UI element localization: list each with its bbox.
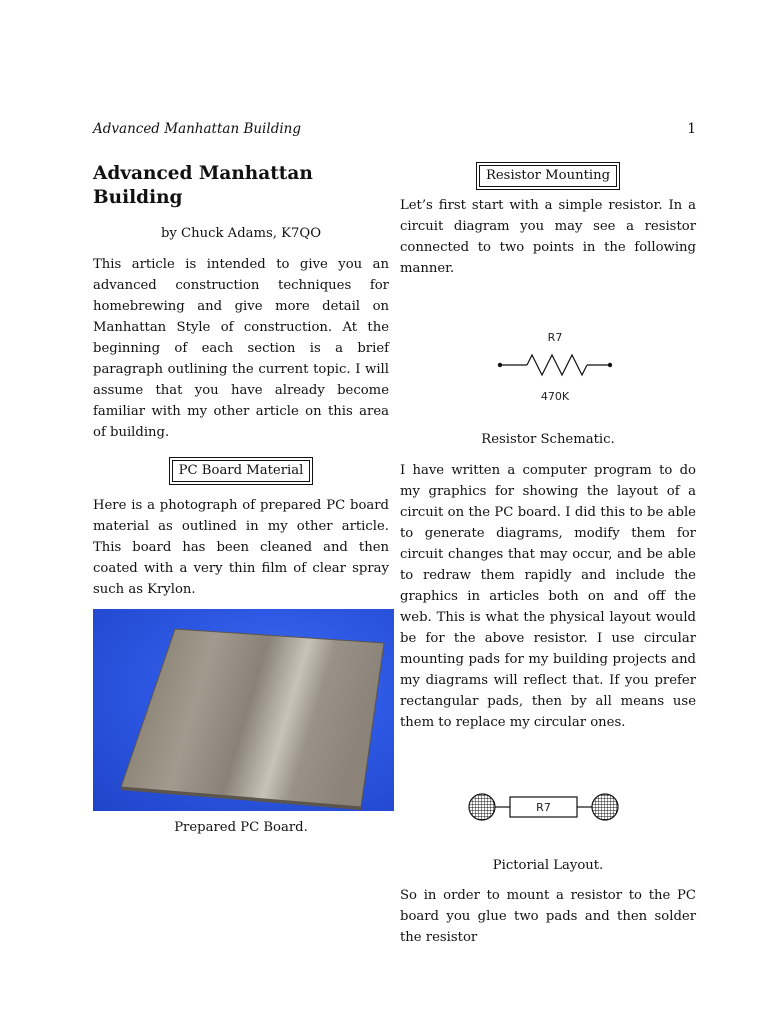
section-heading-pc-board <box>169 457 314 485</box>
pictorial-layout-drawing <box>400 777 696 837</box>
pc-board-image <box>93 609 394 811</box>
terminal-dot <box>498 363 502 367</box>
resistor-intro-paragraph: Let’s first start with a simple resistor. In a circuit diagram you may see a resistor connected to two points in the following manner. <box>400 198 696 276</box>
mounting-pad-left <box>469 794 495 820</box>
layout-caption: Pictorial Layout. <box>492 858 604 873</box>
section-heading-label: PC Board Material <box>172 460 311 482</box>
layout-paragraph: I have written a computer program to do my graphics for showing the layout of a circuit on the PC board. I did this to be able to generate diagrams, modify them for circuit changes that may occur, and be able to redraw them rapidly and include the graphics in articles both on and off the web. This is what the physical layout would be for the above resistor. I use circular mounting pads for my building projects and my diagrams will reflect that. If you prefer rectangular pads, then by all means use them to replace my circular ones. <box>400 463 696 730</box>
pictorial-layout <box>400 733 696 855</box>
schematic-label: R7 <box>547 331 563 344</box>
page-number: 1 <box>687 121 696 137</box>
left-column <box>93 162 389 838</box>
schematic-value: 470K <box>540 390 570 403</box>
running-title: Advanced Manhattan Building <box>93 121 301 137</box>
article-title: Advanced Manhattan Building <box>93 163 313 208</box>
resistor-schematic <box>400 279 696 429</box>
right-column <box>400 162 696 948</box>
photo-caption: Prepared PC Board. <box>174 820 308 835</box>
section-heading-resistor <box>476 162 620 190</box>
intro-paragraph: This article is intended to give you an advanced construction techniques for homebrewing and give more detail on Manhattan Style of construction. At the beginning of each section is a brief paragraph outlining the current topic. I will assume that you have already become familiar with my other article on this area of building. <box>93 257 389 440</box>
section-heading-label: Resistor Mounting <box>479 165 617 187</box>
resistor-schematic-drawing <box>400 305 696 405</box>
pcb-paragraph: Here is a photograph of prepared PC board material as outlined in my other article. This board has been cleaned and then coated with a very thin film of clear spray such as Krylon. <box>93 498 389 597</box>
pc-board-photo <box>93 609 394 811</box>
mounting-paragraph: So in order to mount a resistor to the PC board you glue two pads and then solder the resistor <box>400 888 696 945</box>
terminal-dot <box>608 363 612 367</box>
mounting-pad-right <box>592 794 618 820</box>
schematic-caption: Resistor Schematic. <box>481 432 615 447</box>
layout-label: R7 <box>536 801 551 814</box>
byline: by Chuck Adams, K7QO <box>160 226 322 241</box>
